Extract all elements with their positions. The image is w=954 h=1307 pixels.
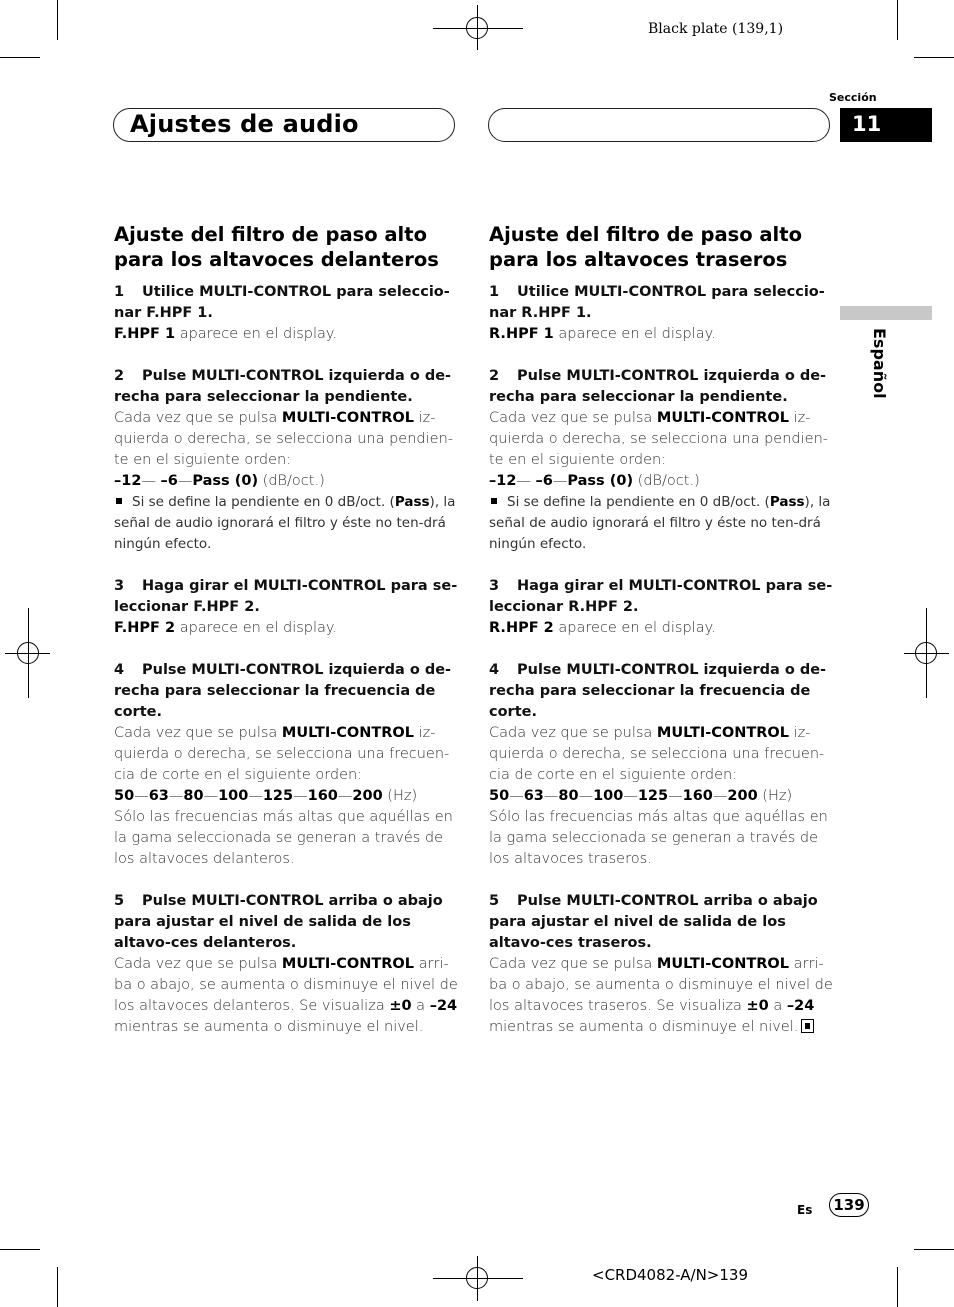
step-3-heading: 3 Haga girar el MULTI-CONTROL para se-leccionar F.HPF 2.	[114, 578, 458, 615]
step-2-heading: 2 Pulse MULTI-CONTROL izquierda o de-recha para seleccionar la pendiente.	[489, 368, 827, 405]
page-title: Ajustes de audio	[130, 110, 359, 138]
slope-order: –12— –6—Pass (0) (dB/oct.)	[114, 473, 325, 489]
step-4-body: Cada vez que se pulsa MULTI-CONTROL iz-quierda o derecha, se selecciona una frecuen-cia de corte en el siguiente orden:	[489, 725, 825, 783]
step-2-body: Cada vez que se pulsa MULTI-CONTROL iz-quierda o derecha, se selecciona una pendien-te en el siguiente orden:	[489, 410, 828, 468]
frequency-order: 50—63—80—100—125—160—200 (Hz)	[114, 788, 418, 804]
slope-order: –12— –6—Pass (0) (dB/oct.)	[489, 473, 700, 489]
end-of-section-icon	[801, 1019, 814, 1033]
section-heading: Ajuste del filtro de paso alto para los altavoces delanteros	[114, 223, 439, 271]
language-tab-bar	[840, 306, 932, 320]
header-empty-pill	[488, 108, 830, 142]
step-2-body: Cada vez que se pulsa MULTI-CONTROL iz-quierda o derecha, se selecciona una pendien-te en el siguiente orden:	[114, 410, 453, 468]
step-5-body: Cada vez que se pulsa MULTI-CONTROL arri-ba o abajo, se aumenta o disminuye el nivel de los altavoces delanteros. Se visualiza ±0 a –24 mientras se aumenta o disminuye el nivel.	[114, 956, 458, 1035]
step-5-heading: 5 Pulse MULTI-CONTROL arriba o abajo para ajustar el nivel de salida de los altavo-ces traseros.	[489, 893, 818, 951]
step-4-detail: Sólo las frecuencias más altas que aquéllas en la gama seleccionada se generan a través de los altavoces traseros.	[489, 809, 828, 867]
section-heading: Ajuste del filtro de paso alto para los altavoces traseros	[489, 223, 802, 271]
language-tab-label: Español	[870, 328, 889, 399]
step-2-note: Si se define la pendiente en 0 dB/oct. (Pass), la señal de audio ignorará el filtro y éste no ten-drá ningún efecto.	[489, 494, 831, 552]
section-number-badge: 11	[840, 108, 932, 142]
step-1-body: F.HPF 1 aparece en el display.	[114, 326, 338, 342]
bullet-square-icon	[491, 498, 497, 504]
footer-language-abbr: Es	[797, 1203, 813, 1217]
step-5-heading: 5 Pulse MULTI-CONTROL arriba o abajo para ajustar el nivel de salida de los altavo-ces delanteros.	[114, 893, 443, 951]
column-front-speakers	[114, 222, 462, 1038]
step-2-heading: 2 Pulse MULTI-CONTROL izquierda o de-recha para seleccionar la pendiente.	[114, 368, 452, 405]
document-code: <CRD4082-A/N>139	[592, 1266, 749, 1284]
column-rear-speakers	[489, 222, 837, 1038]
frequency-order: 50—63—80—100—125—160—200 (Hz)	[489, 788, 793, 804]
step-3-heading: 3 Haga girar el MULTI-CONTROL para se-leccionar R.HPF 2.	[489, 578, 833, 615]
step-3-body: R.HPF 2 aparece en el display.	[489, 620, 716, 636]
step-2-note: Si se define la pendiente en 0 dB/oct. (Pass), la señal de audio ignorará el filtro y éste no ten-drá ningún efecto.	[114, 494, 456, 552]
step-4-body: Cada vez que se pulsa MULTI-CONTROL iz-quierda o derecha, se selecciona una frecuen-cia de corte en el siguiente orden:	[114, 725, 450, 783]
section-label: Sección	[829, 91, 877, 104]
step-4-detail: Sólo las frecuencias más altas que aquéllas en la gama seleccionada se generan a través de los altavoces delanteros.	[114, 809, 453, 867]
step-3-body: F.HPF 2 aparece en el display.	[114, 620, 338, 636]
step-4-heading: 4 Pulse MULTI-CONTROL izquierda o de-recha para seleccionar la frecuencia de corte.	[114, 662, 452, 720]
step-1-heading: 1 Utilice MULTI-CONTROL para seleccio-nar R.HPF 1.	[489, 284, 825, 321]
bullet-square-icon	[116, 498, 122, 504]
step-1-heading: 1 Utilice MULTI-CONTROL para seleccio-nar F.HPF 1.	[114, 284, 450, 321]
step-4-heading: 4 Pulse MULTI-CONTROL izquierda o de-recha para seleccionar la frecuencia de corte.	[489, 662, 827, 720]
step-5-body: Cada vez que se pulsa MULTI-CONTROL arri-ba o abajo, se aumenta o disminuye el nivel de los altavoces traseros. Se visualiza ±0 a –24 mientras se aumenta o disminuye el nivel.	[489, 956, 833, 1035]
page-number: 139	[829, 1193, 869, 1217]
step-1-body: R.HPF 1 aparece en el display.	[489, 326, 716, 342]
plate-label: Black plate (139,1)	[648, 21, 784, 37]
